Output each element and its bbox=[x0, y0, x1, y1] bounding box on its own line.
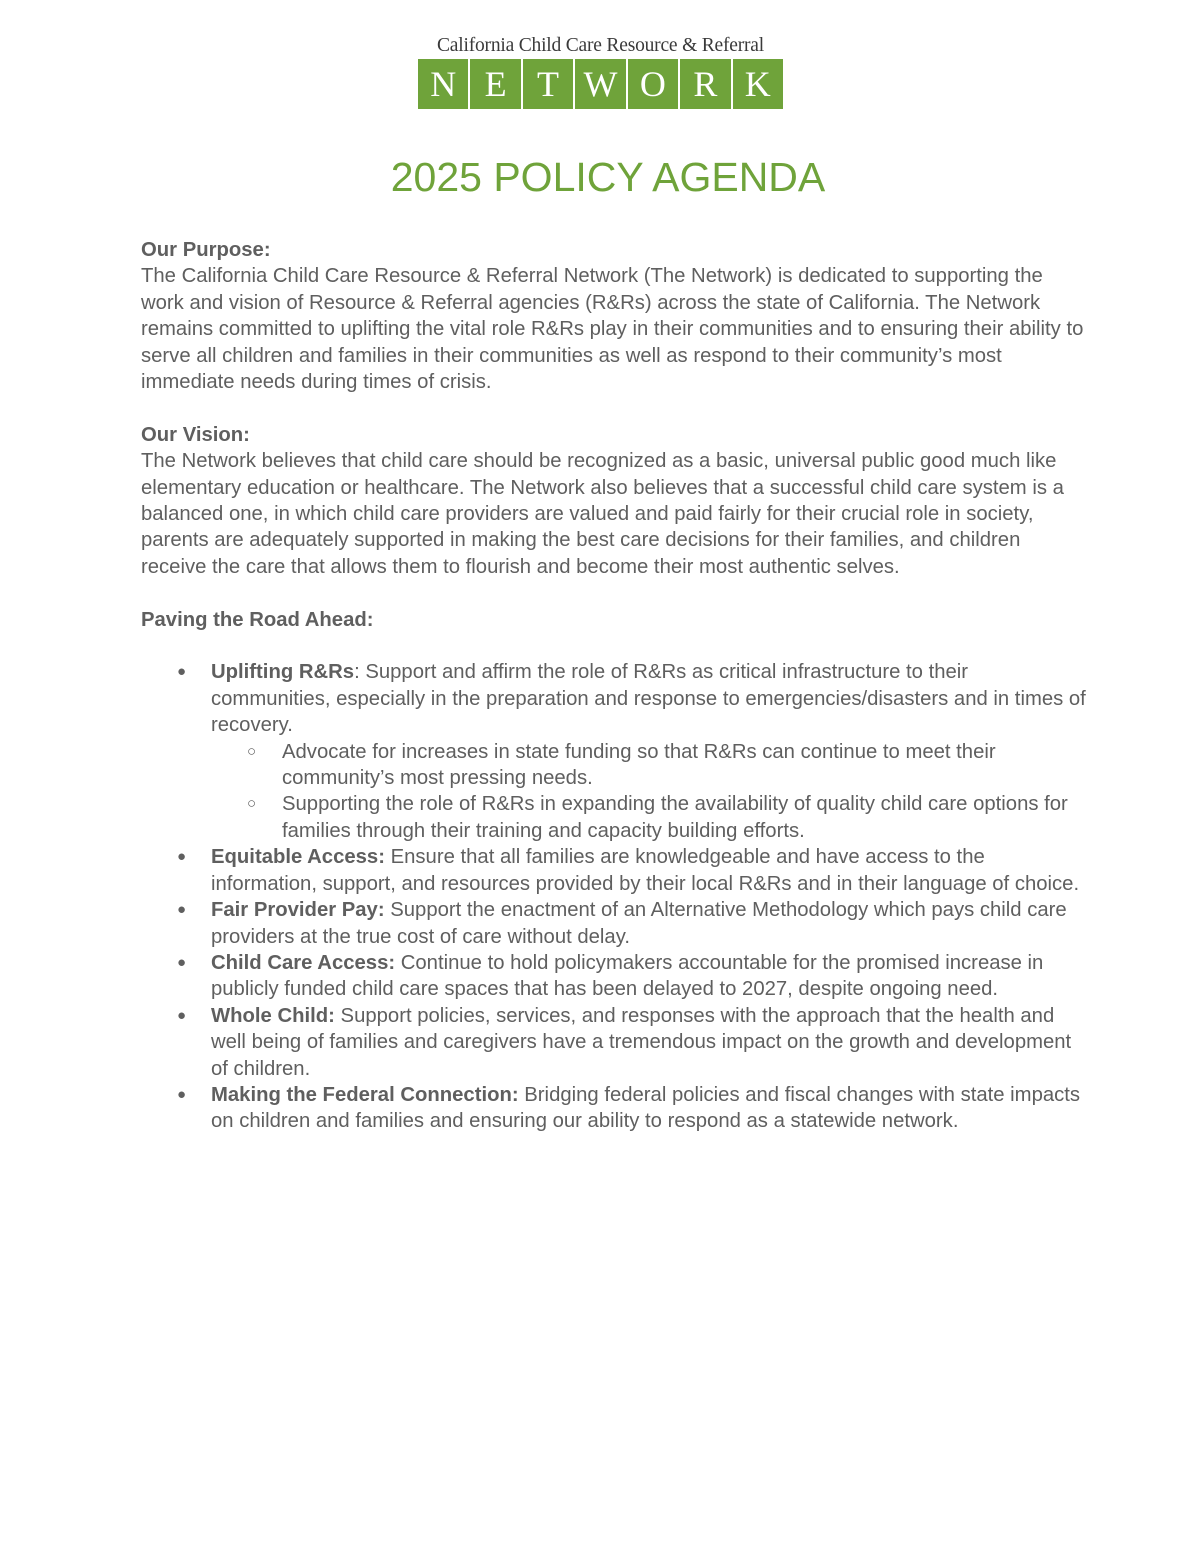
agenda-item-child-care-access bbox=[211, 950, 1091, 1003]
agenda-item-text: Continue to hold policymakers accountable for the promised increase in publicly funded child care spaces that has been delayed to 2027, despite ongoing need. bbox=[211, 951, 1044, 1001]
agenda-item-text: Support the enactment of an Alternative Methodology which pays child care providers at the true cost of care without delay. bbox=[211, 899, 1067, 948]
road-ahead-heading: Paving the Road Ahead: bbox=[141, 608, 374, 631]
agenda-item-label: Whole Child: bbox=[211, 1004, 335, 1027]
logo-letter-n: N bbox=[418, 59, 468, 109]
logo-top-text: California Child Care Resource & Referral bbox=[437, 35, 764, 56]
agenda-sub-item: ○ Advocate for increases in state funding so that R&Rs can continue to meet their community’s most pressing needs. bbox=[282, 739, 1091, 792]
agenda-item-label: Fair Provider Pay: bbox=[211, 899, 385, 922]
agenda-item-text: Support policies, services, and responses with the approach that the health and well being of families and caregivers have a tremendous impact on the growth and development of children. bbox=[211, 1004, 1072, 1080]
agenda-item-label: Uplifting R&Rs bbox=[211, 661, 355, 684]
agenda-item-label: Making the Federal Connection: bbox=[211, 1083, 519, 1106]
agenda-sub-item: ○ Supporting the role of R&Rs in expanding the availability of quality child care options for families through their training and capacity building efforts. bbox=[282, 791, 1091, 844]
logo-letter-o: O bbox=[628, 59, 678, 109]
logo-letter-t: T bbox=[523, 59, 573, 109]
section-spacer bbox=[141, 395, 1091, 421]
vision-heading: Our Vision: bbox=[141, 423, 250, 446]
agenda-item-fair-provider-pay bbox=[211, 897, 1091, 950]
agenda-list bbox=[141, 659, 1091, 1134]
agenda-item-whole-child bbox=[211, 1003, 1091, 1082]
logo-letter-boxes bbox=[418, 59, 783, 109]
agenda-item-uplifting-rrs bbox=[211, 659, 1091, 844]
road-ahead-section bbox=[141, 607, 1091, 1135]
logo-letter-w: W bbox=[575, 59, 625, 109]
agenda-sub-list bbox=[211, 739, 1091, 845]
vision-section bbox=[141, 422, 1091, 580]
page-title: 2025 POLICY AGENDA bbox=[390, 154, 826, 200]
agenda-item-text: Bridging federal policies and fiscal changes with state impacts on children and families and ensuring our ability to respond as a statewide network. bbox=[211, 1083, 1081, 1133]
section-spacer bbox=[141, 580, 1091, 606]
agenda-item-text: Ensure that all families are knowledgeable and have access to the information, support, and resources provided by their local R&Rs and in their language of choice. bbox=[211, 846, 1080, 895]
logo-letter-r: R bbox=[680, 59, 730, 109]
agenda-item-label: Child Care Access: bbox=[211, 951, 396, 974]
logo-letter-e: E bbox=[470, 59, 520, 109]
section-spacer bbox=[141, 633, 1091, 659]
purpose-heading: Our Purpose: bbox=[141, 239, 271, 261]
organization-logo bbox=[418, 36, 783, 109]
logo-letter-k: K bbox=[733, 59, 783, 109]
agenda-item-label: Equitable Access: bbox=[211, 846, 385, 869]
purpose-section bbox=[141, 237, 1091, 395]
agenda-item-federal-connection bbox=[211, 1082, 1091, 1135]
agenda-item-equitable-access bbox=[211, 844, 1091, 897]
purpose-body: The California Child Care Resource & Referral Network (The Network) is dedicated to supporting the work and vision of Resource & Referral agencies (R&Rs) across the state of California. The Network remains committed to uplifting the vital role R&Rs play in their communities and to ensuring their ability to serve all children and families in their communities as well as respond to their community’s most immediate needs during times of crisis. bbox=[141, 265, 1084, 394]
agenda-item-text: : Support and affirm the role of R&Rs as critical infrastructure to their communities, especially in the preparation and response to emergencies/disasters and in times of recovery. bbox=[211, 661, 1086, 737]
vision-body: The Network believes that child care should be recognized as a basic, universal public good much like elementary education or healthcare. The Network also believes that a successful child care system is a balanced one, in which child care providers are valued and paid fairly for their crucial role in society, parents are adequately supported in making the best care decisions for their families, and children receive the care that allows them to flourish and become their most authentic selves. bbox=[141, 450, 1064, 578]
document-body bbox=[141, 237, 1091, 1135]
